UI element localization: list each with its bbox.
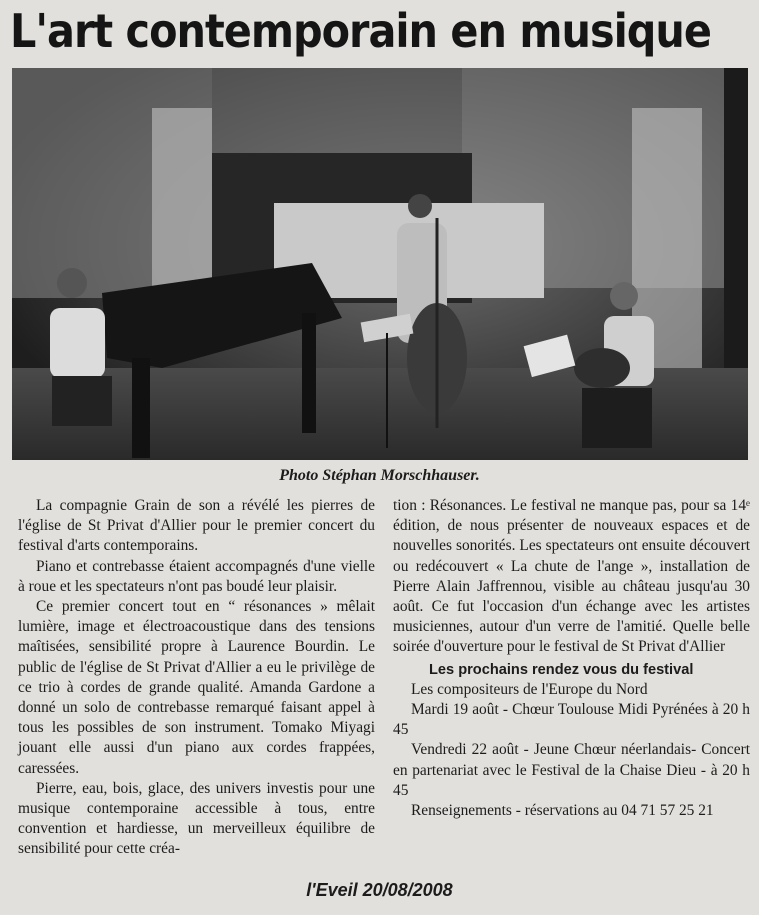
schedule-item: Mardi 19 août - Chœur Toulouse Midi Pyrénées à 20 h 45 xyxy=(393,701,750,739)
headline: L'art contemporain en musique xyxy=(10,4,711,58)
photo-caption: Photo Stéphan Morschhauser. xyxy=(279,467,480,484)
paragraph: Pierre, eau, bois, glace, des univers investis pour une musique contemporaine accessible à tous, entre convention et hardiesse, un merveilleux équilibre de sensibilité pour cette créa- xyxy=(18,779,375,858)
concert-photo-image xyxy=(12,68,748,460)
schedule-heading: Les prochains rendez vous du festival xyxy=(429,661,694,678)
paragraph: Piano et contrebasse étaient accompagnés d'une vielle à roue et les spectateurs n'ont pas boudé leur plaisir. xyxy=(18,557,375,595)
paragraph: tion : Résonances. Le festival ne manque pas, pour sa 14ᵉ édition, de nous présenter de nouveaux espaces et de nouvelles sonorités. Les spectateurs ont ensuite découvert ou redécouvert « La chute de l'ange », installation de Pierre Alain Jaffrennou, visible au château jusqu'au 30 août. Ce fut l'occasion d'un échange avec les artistes musiciennes, autour d'un verre de l'amitié. Quelle belle soirée d'ouverture pour le festival de St Privat d'Allier xyxy=(393,497,750,656)
concert-photo xyxy=(12,68,748,460)
article-column-1 xyxy=(18,496,375,860)
schedule-item: Les compositeurs de l'Europe du Nord xyxy=(411,680,648,698)
article-column-2 xyxy=(393,496,750,821)
paragraph: La compagnie Grain de son a révélé les pierres de l'église de St Privat d'Allier pour le premier concert du festival d'arts contemporains. xyxy=(18,497,375,555)
paragraph: Ce premier concert tout en “ résonances » mêlait lumière, image et électroacoustique dans des tensions maîtisées, sensibilité propre à Laurence Bourdin. Le public de l'église de St Privat d'Allier a eu le privilège de ce trio à cordes de grande qualité. Amanda Gardone a donné un solo de contrebasse remarqué faisant appel à tous les possibles de son instrument. Tomako Miyagi jouant elle aussi d'un piano aux cordes frappées, caressées. xyxy=(18,598,375,777)
source-signature: l'Eveil 20/08/2008 xyxy=(306,880,453,900)
schedule-item: Renseignements - réservations au 04 71 57 25 21 xyxy=(411,802,714,820)
schedule-item: Vendredi 22 août - Jeune Chœur néerlandais- Concert en partenariat avec le Festival de la Chaise Dieu - à 20 h 45 xyxy=(393,741,750,799)
